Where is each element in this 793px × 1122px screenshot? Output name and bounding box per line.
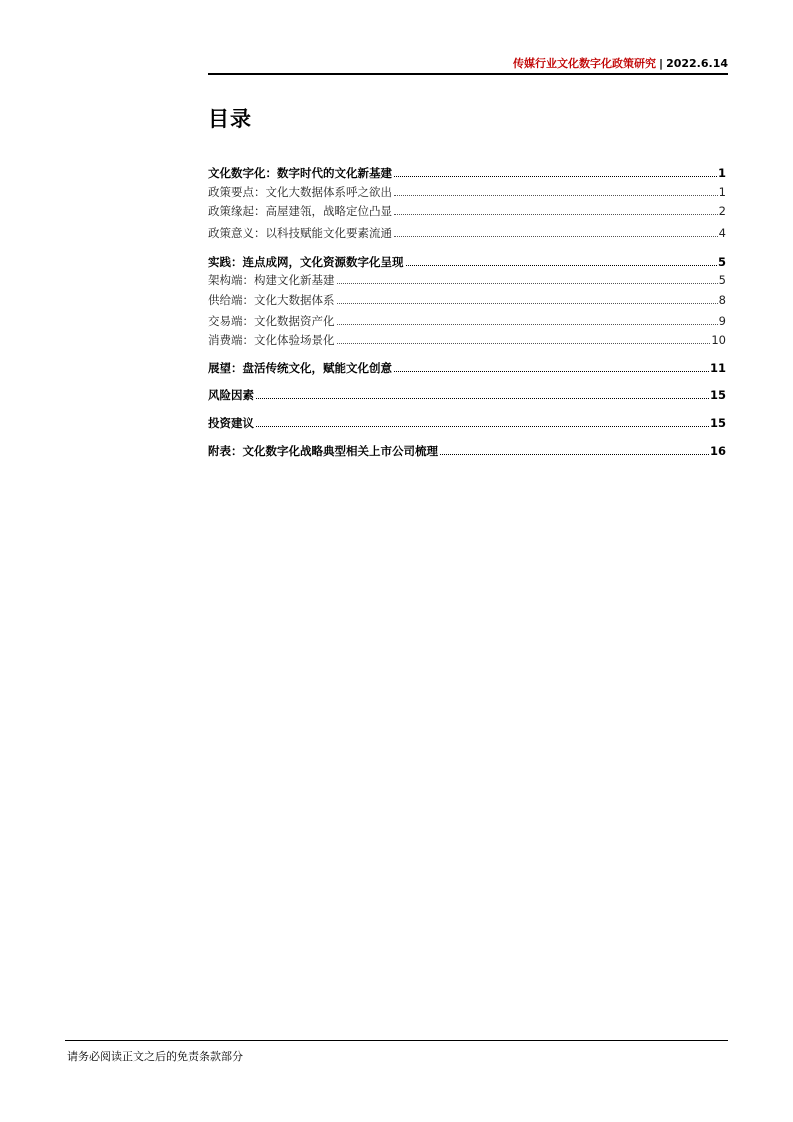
toc-entry-label: 展望：盘活传统文化，赋能文化创意 <box>208 361 392 375</box>
header-separator: | <box>659 57 664 70</box>
toc-entry-page: 9 <box>718 314 726 328</box>
toc-entry-page: 2 <box>718 204 726 218</box>
dot-leader <box>337 324 718 325</box>
dot-leader <box>394 371 709 372</box>
toc-entry[interactable] <box>208 272 726 288</box>
toc-entry[interactable] <box>208 165 726 181</box>
toc-entry-page: 5 <box>718 273 726 287</box>
dot-leader <box>394 195 718 196</box>
toc-entry-label: 投资建议 <box>208 416 254 430</box>
dot-leader <box>337 303 718 304</box>
report-date: 2022.6.14 <box>666 57 728 70</box>
toc-entry-page: 1 <box>718 185 726 199</box>
running-header <box>208 55 728 71</box>
dot-leader <box>440 454 709 455</box>
toc-entry[interactable] <box>208 332 726 348</box>
toc-entry-label: 文化数字化：数字时代的文化新基建 <box>208 166 392 180</box>
toc-entry[interactable] <box>208 387 726 403</box>
toc-entry-label: 供给端：文化大数据体系 <box>208 293 335 307</box>
toc-entry[interactable] <box>208 415 726 431</box>
toc-entry[interactable] <box>208 225 726 241</box>
toc-entry-label: 消费端：文化体验场景化 <box>208 333 335 347</box>
toc-entry-page: 15 <box>709 388 726 402</box>
dot-leader <box>256 398 709 399</box>
toc-entry[interactable] <box>208 254 726 270</box>
dot-leader <box>337 343 711 344</box>
toc-entry-label: 政策意义：以科技赋能文化要素流通 <box>208 226 392 240</box>
dot-leader <box>337 283 718 284</box>
toc-entry-page: 16 <box>709 444 726 458</box>
dot-leader <box>394 236 718 237</box>
toc-entry[interactable] <box>208 292 726 308</box>
toc-entry-page: 11 <box>709 361 726 375</box>
toc-entry-page: 15 <box>709 416 726 430</box>
toc-entry[interactable] <box>208 360 726 376</box>
toc-entry-label: 交易端：文化数据资产化 <box>208 314 335 328</box>
toc-entry-page: 5 <box>717 255 726 269</box>
toc-entry-page: 1 <box>717 166 726 180</box>
toc-entry-label: 架构端：构建文化新基建 <box>208 273 335 287</box>
toc-entry-label: 政策要点：文化大数据体系呼之欲出 <box>208 185 392 199</box>
toc-entry-label: 实践：连点成网，文化资源数字化呈现 <box>208 255 404 269</box>
footer-disclaimer: 请务必阅读正文之后的免责条款部分 <box>67 1050 243 1063</box>
dot-leader <box>394 176 717 177</box>
toc-entry-label: 附表：文化数字化战略典型相关上市公司梳理 <box>208 444 438 458</box>
dot-leader <box>394 214 718 215</box>
dot-leader <box>256 426 709 427</box>
report-title: 传媒行业文化数字化政策研究 <box>513 57 657 70</box>
toc-entry-page: 4 <box>718 226 726 240</box>
toc-entry[interactable] <box>208 443 726 459</box>
dot-leader <box>406 265 717 266</box>
toc-entry[interactable] <box>208 313 726 329</box>
toc-heading: 目录 <box>208 107 252 131</box>
toc-entry-label: 风险因素 <box>208 388 254 402</box>
toc-entry-page: 8 <box>718 293 726 307</box>
footer-rule <box>65 1040 728 1041</box>
toc-entry[interactable] <box>208 184 726 200</box>
toc-entry-label: 政策缘起：高屋建瓴，战略定位凸显 <box>208 204 392 218</box>
toc-entry-page: 10 <box>711 333 726 347</box>
header-rule <box>208 73 728 75</box>
toc-entry[interactable] <box>208 203 726 219</box>
